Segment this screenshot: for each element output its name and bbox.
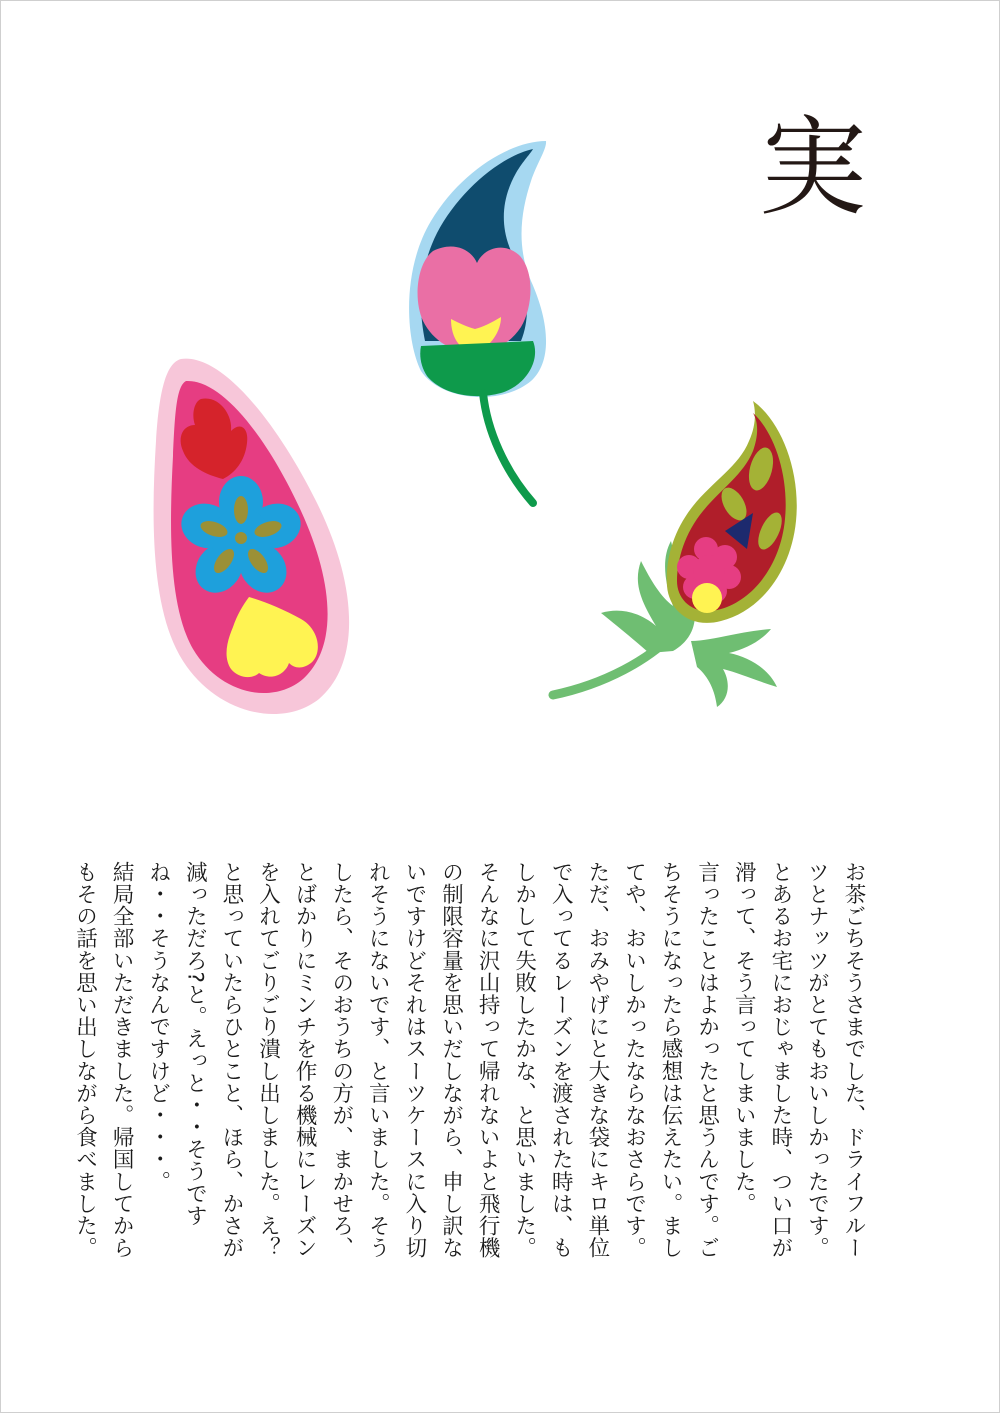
text-line: で入ってるレーズンを渡された時は、も bbox=[548, 861, 574, 1259]
text-line: ただ、おみやげにと大きな袋にキロ単位 bbox=[584, 861, 610, 1259]
text-line: いですけどそれはスーツケースに入り切 bbox=[401, 861, 427, 1259]
text-line: したら、そのおうちの方が、まかせろ、 bbox=[328, 861, 354, 1259]
text-line: 減っただろ?と。えっと・・そうです bbox=[182, 861, 208, 1227]
paisley-thistle-icon bbox=[553, 401, 797, 707]
body-text bbox=[66, 861, 871, 1301]
text-line: しかして失敗したかな、と思いました。 bbox=[511, 861, 537, 1259]
illustration bbox=[1, 1, 1000, 761]
text-line: とあるお宅におじゃました時、つい口が bbox=[767, 861, 793, 1259]
paisley-flower-icon bbox=[154, 359, 350, 714]
text-line: 滑って、そう言ってしまいました。 bbox=[731, 861, 757, 1215]
text-line: 言ったことはよかったと思うんです。ご bbox=[694, 861, 720, 1259]
text-line: てや、おいしかったならなおさらです。 bbox=[621, 861, 647, 1259]
text-line: れそうにないです、と言いました。そう bbox=[365, 861, 391, 1259]
text-line: ね・・そうなんですけど・・・。 bbox=[145, 861, 171, 1193]
text-line: ちそうになったら感想は伝えたい。まし bbox=[658, 861, 684, 1259]
text-line: と思っていたらひとこと、ほら、かさが bbox=[218, 861, 244, 1259]
text-line: お茶ごちそうさまでした、ドライフルー bbox=[841, 861, 866, 1259]
text-line: ツとナッツがとてもおいしかったです。 bbox=[804, 861, 830, 1259]
text-line: もその話を思い出しながら食べました。 bbox=[72, 861, 98, 1259]
paisley-bud-icon bbox=[409, 141, 546, 503]
text-line: 結局全部いただきました。帰国してから bbox=[109, 861, 135, 1259]
text-line: の制限容量を思いだしながら、申し訳な bbox=[438, 861, 464, 1259]
text-line: を入れてごりごり潰し出しました。え？ bbox=[255, 861, 281, 1259]
page-title: 実 bbox=[758, 106, 867, 231]
text-line: とばかりにミンチを作る機械にレーズン bbox=[292, 861, 318, 1259]
text-line: そんなに沢山持って帰れないよと飛行機 bbox=[475, 861, 501, 1259]
